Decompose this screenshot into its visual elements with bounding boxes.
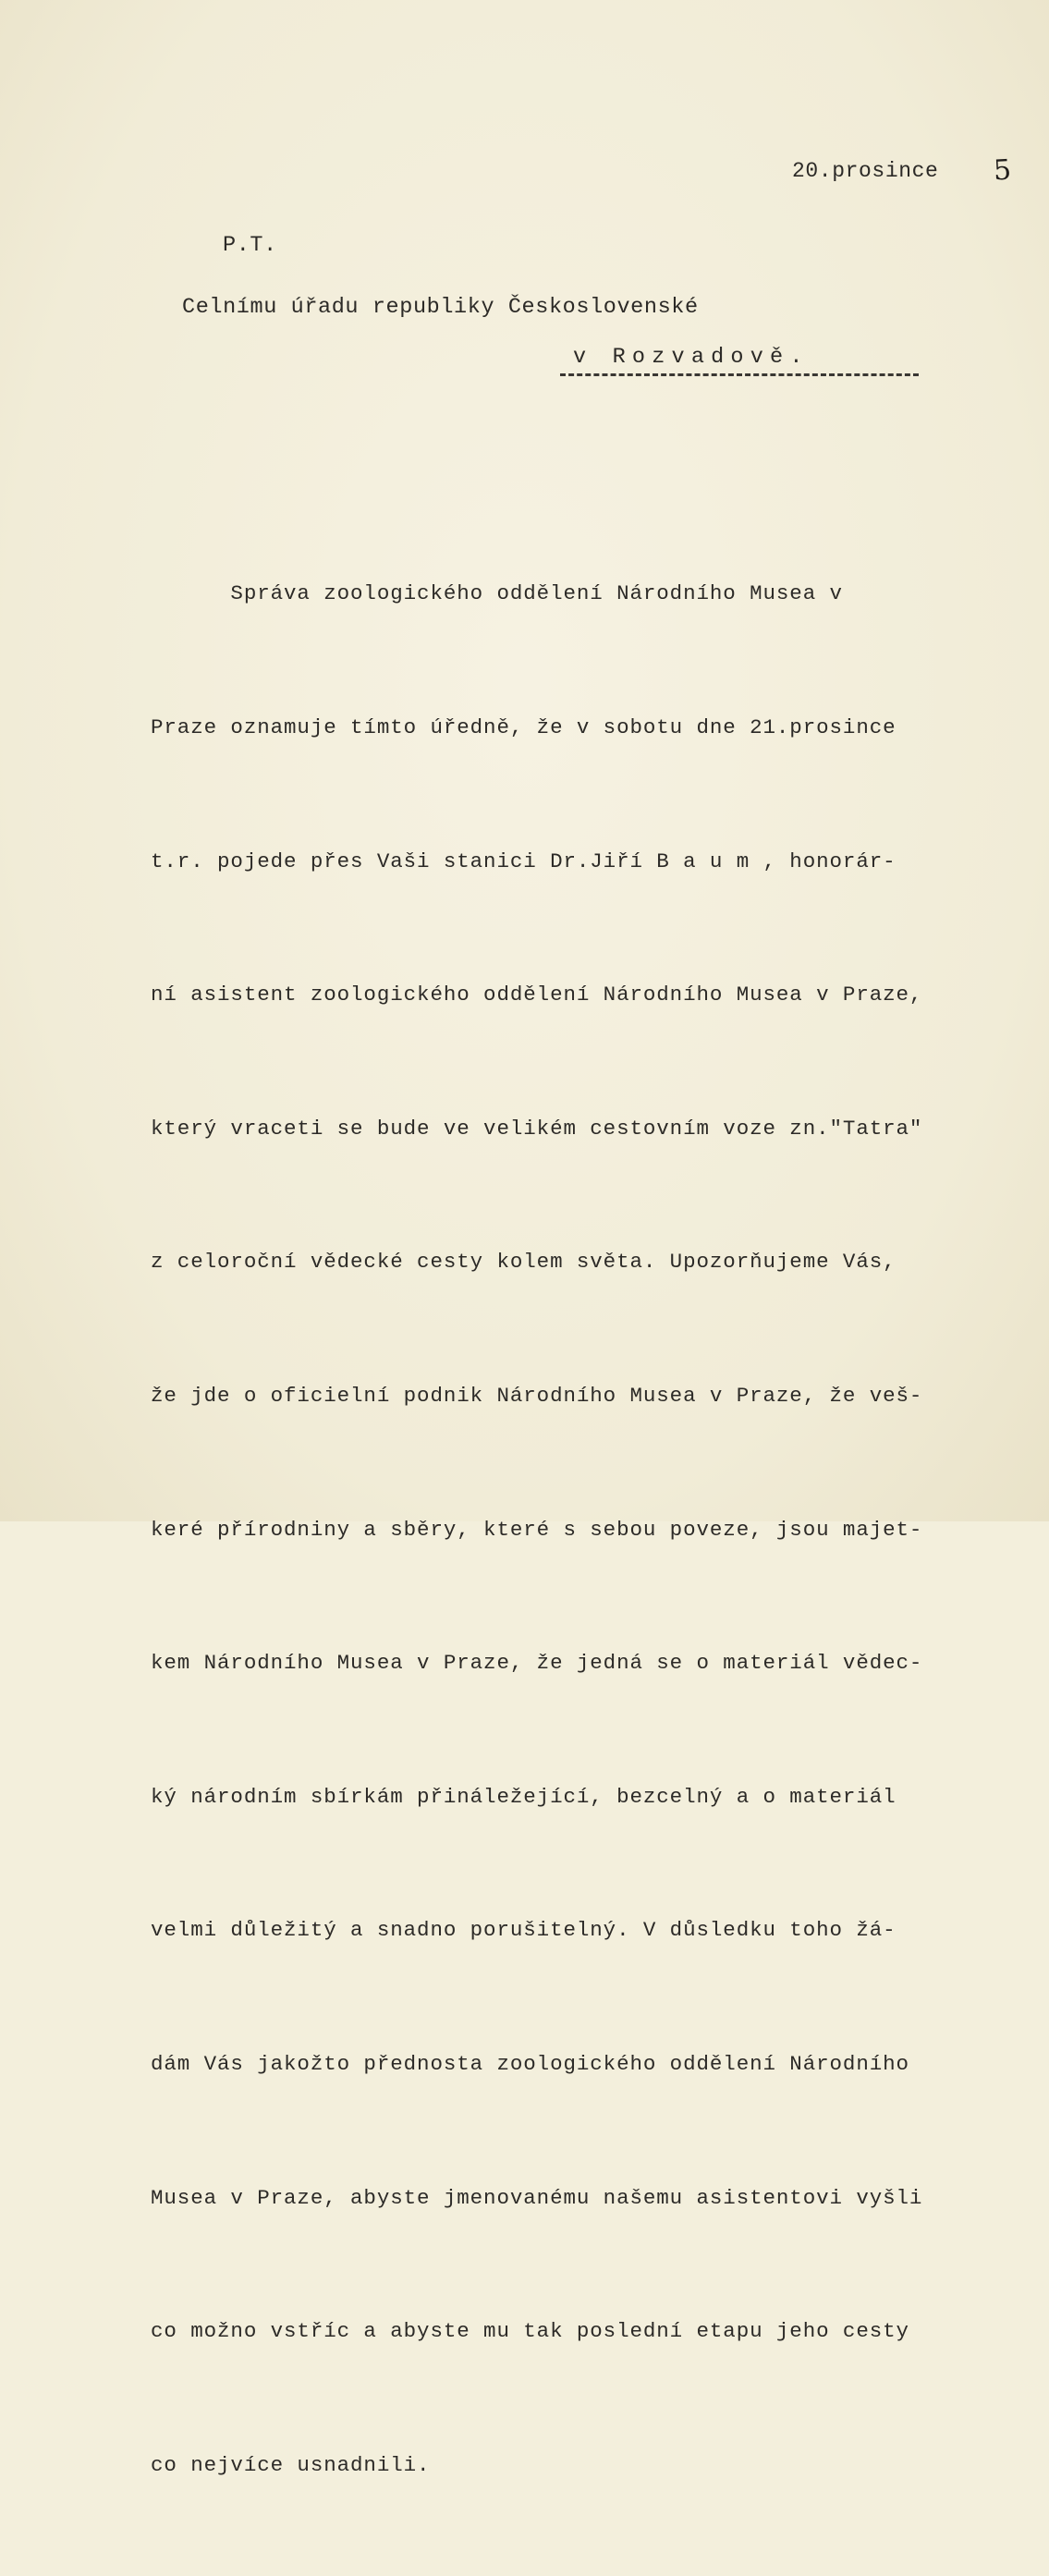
body-line: dám Vás jakožto přednosta zoologického oddělení Národního — [151, 2051, 909, 2076]
body-line: Musea v Praze, abyste jmenovanému našemu asistentovi vyšli — [151, 2185, 923, 2210]
body-line: z celoroční vědecké cesty kolem světa. Upozorňujeme Vás, — [151, 1250, 897, 1275]
body-line: Praze oznamuje tímto úředně, že v sobotu dne 21.prosince — [151, 715, 897, 739]
body-line: kem Národního Musea v Praze, že jedná se o materiál vědec- — [151, 1651, 923, 1676]
body-line: ní asistent zoologického oddělení Národního Musea v Praze, — [151, 983, 923, 1007]
salutation: P.T. — [223, 233, 277, 258]
letter-date: 20.prosince — [792, 159, 939, 183]
body-line: že jde o oficielní podnik Národního Musea v Praze, že veš- — [151, 1383, 923, 1408]
handwritten-page-number: 5 — [993, 153, 1012, 188]
letter-body — [151, 482, 922, 2576]
body-line: ký národním sbírkám přináležející, bezcelný a o materiál — [151, 1784, 897, 1809]
body-line: velmi důležitý a snadno porušitelný. V důsledku toho žá- — [151, 1918, 897, 1943]
body-line: t.r. pojede přes Vaši stanici Dr.Jiří B a u m , honorár- — [151, 848, 897, 873]
address-underline — [560, 373, 919, 376]
body-line: co možno vstříc a abyste mu tak poslední etapu jeho cesty — [151, 2319, 909, 2344]
body-line: Správa zoologického oddělení Národního Musea v — [151, 581, 843, 606]
body-line: keré přírodniny a sběry, které s sebou poveze, jsou majet- — [151, 1517, 923, 1542]
recipient-name: Celnímu úřadu republiky Československé — [182, 295, 699, 320]
body-line: co nejvíce usnadnili. — [151, 2452, 431, 2477]
body-line: který vraceti se bude ve velikém cestovním voze zn."Tatra" — [151, 1116, 923, 1141]
recipient-location: v Rozvadově. — [573, 345, 810, 370]
